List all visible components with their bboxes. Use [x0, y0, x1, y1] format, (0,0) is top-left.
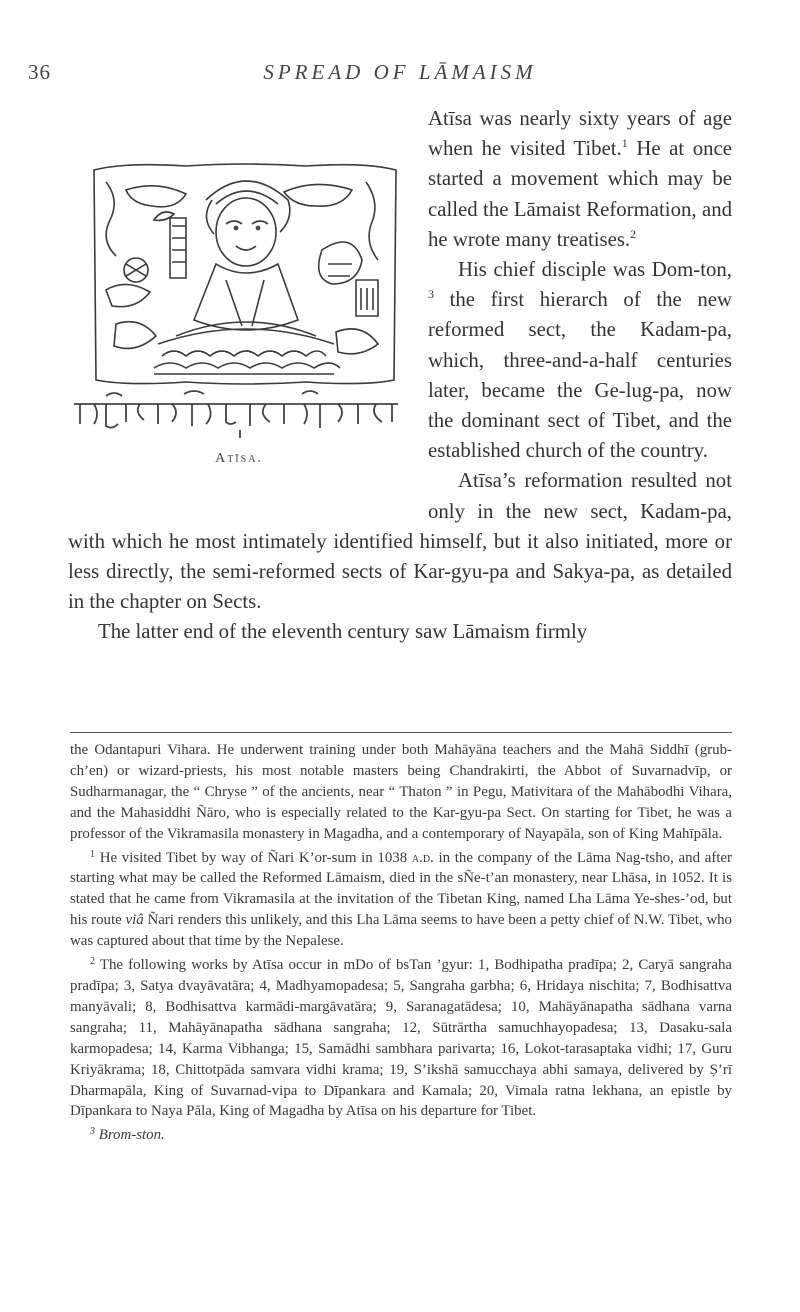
paragraph-1: Atīsa was nearly sixty years of age when he visited Tibet.$^1$ He at once started a movement which may be called the Lāmaist Reformation, and he wrote many treatises.$^2$ [428, 107, 732, 251]
main-text [68, 104, 732, 648]
page-number: 36 [28, 60, 51, 84]
footnote-rule [70, 732, 732, 733]
footnote-3: $^3$ Brom-ston. [90, 1126, 165, 1144]
atisa-figure [66, 160, 412, 502]
footnote-ref-2: 2 [630, 226, 637, 241]
footnote-1: $^1$ He visited Tibet by way of Ñari K’or-sum in 1038 a.d. in the company of the Lāma Nag-tsho, and after starting what may be called the Reformed Lāmaism, died in the sÑe-t’an monastery, near Lhāsa, in 1052. It is stated that he came from Vikramasila at the invitation of the Tibetan King, named Lha Lāma Ye-shes-’od, but his route viâ Ñari renders this unlikely, and this Lha Lāma seems to have been a petty chief of N.W. Tibet, who was captured about that time by the Nepalese. [70, 848, 733, 950]
footnote-2: $^2$ The following works by Atīsa occur in mDo of bsTan ’gyur: 1, Bodhipatha pradīpa; 2, Caryā sangraha pradīpa; 3, Satya dvayāvatāra; 4, Madhyamopadesa; 5, Sangraha garbha; 6, Hridaya nischita; 7, Bodhisattva manyāvali; 8, Bodhisattva karmādi-margāvatāra; 9, Saranagatādesa; 10, Mahāyānapatha sādhana varna sangraha; 11, Mahāyānapatha sādhana sangraha; 12, Sūtrārtha samuchhayopadesa; 13, Dasaku-sala karmopadesa; 14, Karma Vibhanga; 15, Samādhi sambhara parivarta; 16, Lokot-tarasaptaka vidhi; 17, Guru Kriyākrama; 18, Chittotpāda samvara vidhi krama; 19, S’ikshā samucchaya abhi samaya, delivered by Ṣ’rī Dharmapāla, King of Suvarnad-vipa to Dīpankara and Kamala; 20, Vimala ratna lekhana, an epistle by Dīpankara to Naya Pāla, King of Magadha by Atīsa on his departure for Tibet. [70, 956, 732, 1120]
footnote-ref-1: 1 [621, 136, 628, 151]
paragraph-2: His chief disciple was Dom-ton, $^3$ the first hierarch of the new reformed sect, the Kadam-pa, which, three-and-a-half centuries later, became the Ge-lug-pa, now the dominant sect of Tibet, and the established church of the country. [428, 258, 732, 463]
running-head [28, 60, 772, 94]
woodcut-portrait-of-atisa [66, 160, 412, 440]
footnote-continuation: the Odantapuri Vihara. He underwent training under both Mahāyāna teachers and the Mahā Siddhī (grub-ch’en) or wizard-priests, his most notable masters being Chandrakirti, the Abbot of Suvarnadvīp, or Sudharmanagar, the “ Chryse ” of the ancients, near “ Thaton ” in Pegu, Mativitara of the Mahābodhi Vihara, and the Mahasiddhi Ñāro, who is especially related to the Kar-gyu-pa Sect. On starting for Tibet, he was a professor of the Vikramasila monastery in Magadha, and a contemporary of Nayapāla, son of King Mahīpāla. [70, 742, 732, 842]
paragraph-4: The latter end of the eleventh century saw Lāmaism firmly [98, 620, 588, 644]
running-title: SPREAD OF LĀMAISM [263, 60, 537, 84]
figure-caption: Atīsa. [215, 451, 263, 466]
paragraph-3: Atīsa’s reformation resulted not only in the new sect, Kadam-pa, with which he most intimately identified himself, but it also initiated, more or less directly, the semi-reformed sects of Kar-gyu-pa and Sakya-pa, as detailed in the chapter on Sects. [68, 469, 732, 614]
footnotes [70, 740, 732, 1146]
footnote-ref-3: 3 [428, 287, 434, 302]
tibetan-script-inscription [74, 391, 398, 438]
